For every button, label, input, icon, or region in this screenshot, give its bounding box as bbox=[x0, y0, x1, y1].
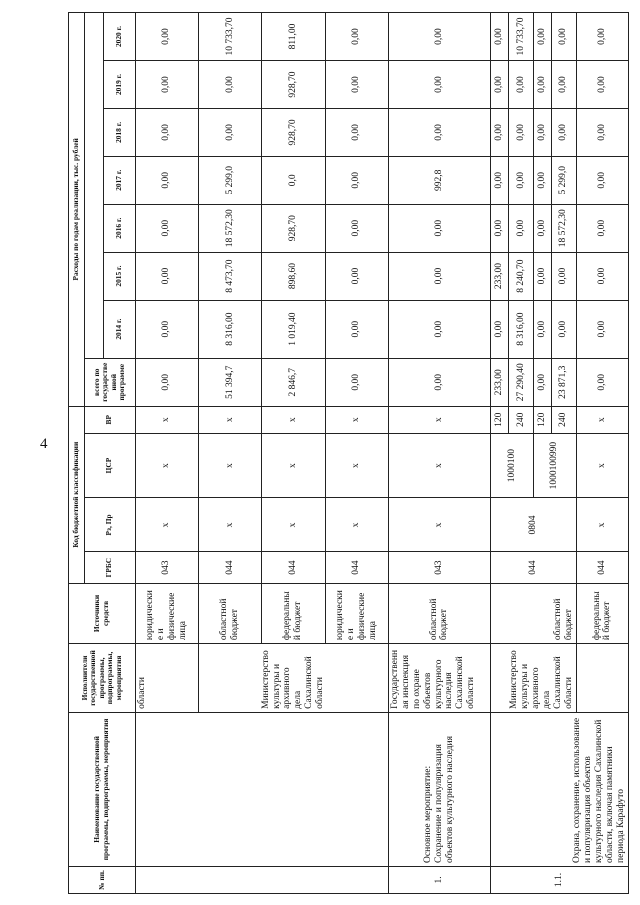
value-cell-2019: 0,00 bbox=[533, 61, 551, 109]
total-cell: 0,00 bbox=[135, 358, 198, 406]
total-cell: 51 394,7 bbox=[198, 358, 261, 406]
item-number: 1.1. bbox=[491, 866, 629, 893]
vr-cell: x bbox=[262, 406, 325, 433]
rzpr-cell: x bbox=[388, 498, 490, 552]
value-cell-2016: 0,00 bbox=[509, 204, 534, 252]
value-cell-2020: 0,00 bbox=[388, 13, 490, 61]
value-cell-2017: 5 299,0 bbox=[552, 156, 577, 204]
csr-cell: x bbox=[325, 433, 388, 498]
header-executor: Исполнители государственной программы, подпрограммы, мероприятия bbox=[69, 644, 136, 713]
csr-cell: x bbox=[262, 433, 325, 498]
csr-cell: x bbox=[576, 433, 628, 498]
executor-cell: Государственная инспекция по охране объектов культурного наследия Сахалинской области bbox=[388, 644, 490, 713]
grbs-cell: 043 bbox=[135, 552, 198, 583]
source-cell: юридические и физические лица bbox=[325, 583, 388, 643]
value-cell-2019: 0,00 bbox=[576, 61, 628, 109]
value-cell-2020: 0,00 bbox=[135, 13, 198, 61]
total-cell: 2 846,7 bbox=[262, 358, 325, 406]
value-cell-2015: 0,00 bbox=[388, 252, 490, 300]
value-cell-2015: 0,00 bbox=[325, 252, 388, 300]
value-cell-2014: 1 019,40 bbox=[262, 300, 325, 358]
csr-cell: x bbox=[388, 433, 490, 498]
total-cell: 0,00 bbox=[533, 358, 551, 406]
header-rzpr: Рз, Пр bbox=[84, 498, 135, 552]
table-row bbox=[491, 13, 509, 894]
value-cell-2020: 0,00 bbox=[325, 13, 388, 61]
value-cell-2020: 10 733,70 bbox=[198, 13, 261, 61]
vr-cell: x bbox=[576, 406, 628, 433]
header-name: Наименование государственной программы, подпрограммы, мероприятия bbox=[69, 712, 136, 866]
header-year-2014: 2014 г. bbox=[104, 300, 136, 358]
header-year-2016: 2016 г. bbox=[104, 204, 136, 252]
budget-table bbox=[68, 12, 629, 894]
value-cell-2017: 0,00 bbox=[533, 156, 551, 204]
source-cell: федеральный бюджет bbox=[576, 583, 628, 643]
header-years-spacer bbox=[84, 13, 103, 359]
header-source: Источники средств bbox=[69, 583, 136, 643]
value-cell-2016: 18 572,30 bbox=[552, 204, 577, 252]
source-cell: областной бюджет bbox=[198, 583, 261, 643]
value-cell-2015: 0,00 bbox=[533, 252, 551, 300]
vr-cell: 240 bbox=[509, 406, 534, 433]
source-cell: областной бюджет bbox=[388, 583, 490, 643]
value-cell-2018: 0,00 bbox=[198, 108, 261, 156]
grbs-cell: 044 bbox=[325, 552, 388, 583]
value-cell-2018: 0,00 bbox=[325, 108, 388, 156]
value-cell-2017: 0,00 bbox=[135, 156, 198, 204]
header-total: всего по государственной программе bbox=[84, 358, 135, 406]
value-cell-2019: 928,70 bbox=[262, 61, 325, 109]
value-cell-2014: 0,00 bbox=[325, 300, 388, 358]
rzpr-cell: x bbox=[576, 498, 628, 552]
header-year-2020: 2020 г. bbox=[104, 13, 136, 61]
value-cell-2018: 0,00 bbox=[491, 108, 509, 156]
header-vr: ВР bbox=[84, 406, 135, 433]
value-cell-2015: 8 240,70 bbox=[509, 252, 534, 300]
value-cell-2015: 0,00 bbox=[576, 252, 628, 300]
value-cell-2018: 0,00 bbox=[576, 108, 628, 156]
page-number: 4 bbox=[40, 436, 48, 452]
item-name: Основное мероприятие: Сохранение и популяризация объектов культурного наследия bbox=[388, 712, 490, 866]
value-cell-2019: 0,00 bbox=[491, 61, 509, 109]
grbs-cell: 044 bbox=[491, 552, 577, 583]
vr-cell: x bbox=[135, 406, 198, 433]
value-cell-2018: 0,00 bbox=[552, 108, 577, 156]
item-number: 1. bbox=[388, 866, 490, 893]
grbs-cell: 044 bbox=[262, 552, 325, 583]
vr-cell: x bbox=[325, 406, 388, 433]
executor-cell: области bbox=[135, 644, 198, 713]
rzpr-cell: x bbox=[135, 498, 198, 552]
value-cell-2018: 0,00 bbox=[509, 108, 534, 156]
value-cell-2017: 0,0 bbox=[262, 156, 325, 204]
value-cell-2017: 0,00 bbox=[325, 156, 388, 204]
source-cell: федеральный бюджет bbox=[262, 583, 325, 643]
csr-cell: x bbox=[198, 433, 261, 498]
value-cell-2014: 0,00 bbox=[533, 300, 551, 358]
rzpr-cell: 0804 bbox=[491, 498, 577, 552]
value-cell-2020: 0,00 bbox=[552, 13, 577, 61]
value-cell-2020: 811,00 bbox=[262, 13, 325, 61]
total-cell: 27 290,40 bbox=[509, 358, 534, 406]
value-cell-2014: 0,00 bbox=[552, 300, 577, 358]
table-row bbox=[388, 13, 490, 894]
value-cell-2014: 8 316,00 bbox=[509, 300, 534, 358]
value-cell-2014: 0,00 bbox=[135, 300, 198, 358]
rzpr-cell: x bbox=[262, 498, 325, 552]
item-number bbox=[135, 866, 388, 893]
total-cell: 23 871,3 bbox=[552, 358, 577, 406]
grbs-cell: 043 bbox=[388, 552, 490, 583]
value-cell-2020: 0,00 bbox=[576, 13, 628, 61]
source-cell: юридические и физические лица bbox=[135, 583, 198, 643]
total-cell: 0,00 bbox=[325, 358, 388, 406]
total-cell: 0,00 bbox=[388, 358, 490, 406]
csr-cell: x bbox=[135, 433, 198, 498]
value-cell-2015: 0,00 bbox=[552, 252, 577, 300]
value-cell-2017: 5 299,0 bbox=[198, 156, 261, 204]
value-cell-2016: 0,00 bbox=[388, 204, 490, 252]
value-cell-2020: 0,00 bbox=[533, 13, 551, 61]
header-csr: ЦСР bbox=[84, 433, 135, 498]
value-cell-2017: 0,00 bbox=[491, 156, 509, 204]
header-year-2017: 2017 г. bbox=[104, 156, 136, 204]
header-year-2015: 2015 г. bbox=[104, 252, 136, 300]
grbs-cell: 044 bbox=[576, 552, 628, 583]
value-cell-2016: 0,00 bbox=[576, 204, 628, 252]
value-cell-2015: 8 473,70 bbox=[198, 252, 261, 300]
rotated-table-container bbox=[68, 12, 629, 894]
csr-cell: 1000100990 bbox=[533, 433, 576, 498]
value-cell-2020: 10 733,70 bbox=[509, 13, 534, 61]
value-cell-2017: 992,8 bbox=[388, 156, 490, 204]
value-cell-2014: 8 316,00 bbox=[198, 300, 261, 358]
value-cell-2019: 0,00 bbox=[325, 61, 388, 109]
header-no: № пп. bbox=[69, 866, 136, 893]
executor-cell: Министерство культуры и архивного дела Сахалинской области bbox=[198, 644, 388, 713]
vr-cell: x bbox=[198, 406, 261, 433]
value-cell-2016: 0,00 bbox=[491, 204, 509, 252]
grbs-cell: 044 bbox=[198, 552, 261, 583]
value-cell-2020: 0,00 bbox=[491, 13, 509, 61]
value-cell-2014: 0,00 bbox=[491, 300, 509, 358]
value-cell-2018: 0,00 bbox=[388, 108, 490, 156]
value-cell-2014: 0,00 bbox=[388, 300, 490, 358]
item-name bbox=[135, 712, 388, 866]
total-cell: 0,00 bbox=[576, 358, 628, 406]
header-expenses: Расходы по годам реализации, тыс. рублей bbox=[69, 13, 85, 407]
item-name: Охрана, сохранение, использование и популяризация объектов культурного наследия Сахалинской области, включая памятники периода Карафуто bbox=[491, 712, 629, 866]
source-cell: областной бюджет bbox=[491, 583, 577, 643]
value-cell-2015: 0,00 bbox=[135, 252, 198, 300]
total-cell: 233,00 bbox=[491, 358, 509, 406]
value-cell-2019: 0,00 bbox=[388, 61, 490, 109]
vr-cell: x bbox=[388, 406, 490, 433]
value-cell-2016: 18 572,30 bbox=[198, 204, 261, 252]
value-cell-2019: 0,00 bbox=[198, 61, 261, 109]
vr-cell: 120 bbox=[491, 406, 509, 433]
value-cell-2018: 928,70 bbox=[262, 108, 325, 156]
value-cell-2018: 0,00 bbox=[135, 108, 198, 156]
value-cell-2019: 0,00 bbox=[135, 61, 198, 109]
csr-cell: 1000100 bbox=[491, 433, 534, 498]
value-cell-2018: 0,00 bbox=[533, 108, 551, 156]
value-cell-2014: 0,00 bbox=[576, 300, 628, 358]
header-year-2018: 2018 г. bbox=[104, 108, 136, 156]
value-cell-2016: 0,00 bbox=[533, 204, 551, 252]
value-cell-2017: 0,00 bbox=[509, 156, 534, 204]
value-cell-2017: 0,00 bbox=[576, 156, 628, 204]
header-year-2019: 2019 г. bbox=[104, 61, 136, 109]
value-cell-2019: 0,00 bbox=[552, 61, 577, 109]
vr-cell: 120 bbox=[533, 406, 551, 433]
vr-cell: 240 bbox=[552, 406, 577, 433]
executor-cell: Министерство культуры и архивного дела Сахалинской области bbox=[491, 644, 577, 713]
executor-cell bbox=[576, 644, 628, 713]
header-grbs: ГРБС bbox=[84, 552, 135, 583]
rzpr-cell: x bbox=[325, 498, 388, 552]
table-row bbox=[135, 13, 198, 894]
value-cell-2019: 0,00 bbox=[509, 61, 534, 109]
value-cell-2016: 928,70 bbox=[262, 204, 325, 252]
rzpr-cell: x bbox=[198, 498, 261, 552]
value-cell-2016: 0,00 bbox=[135, 204, 198, 252]
value-cell-2016: 0,00 bbox=[325, 204, 388, 252]
value-cell-2015: 898,60 bbox=[262, 252, 325, 300]
header-budget-code: Код бюджетной классификации bbox=[69, 406, 85, 583]
value-cell-2015: 233,00 bbox=[491, 252, 509, 300]
